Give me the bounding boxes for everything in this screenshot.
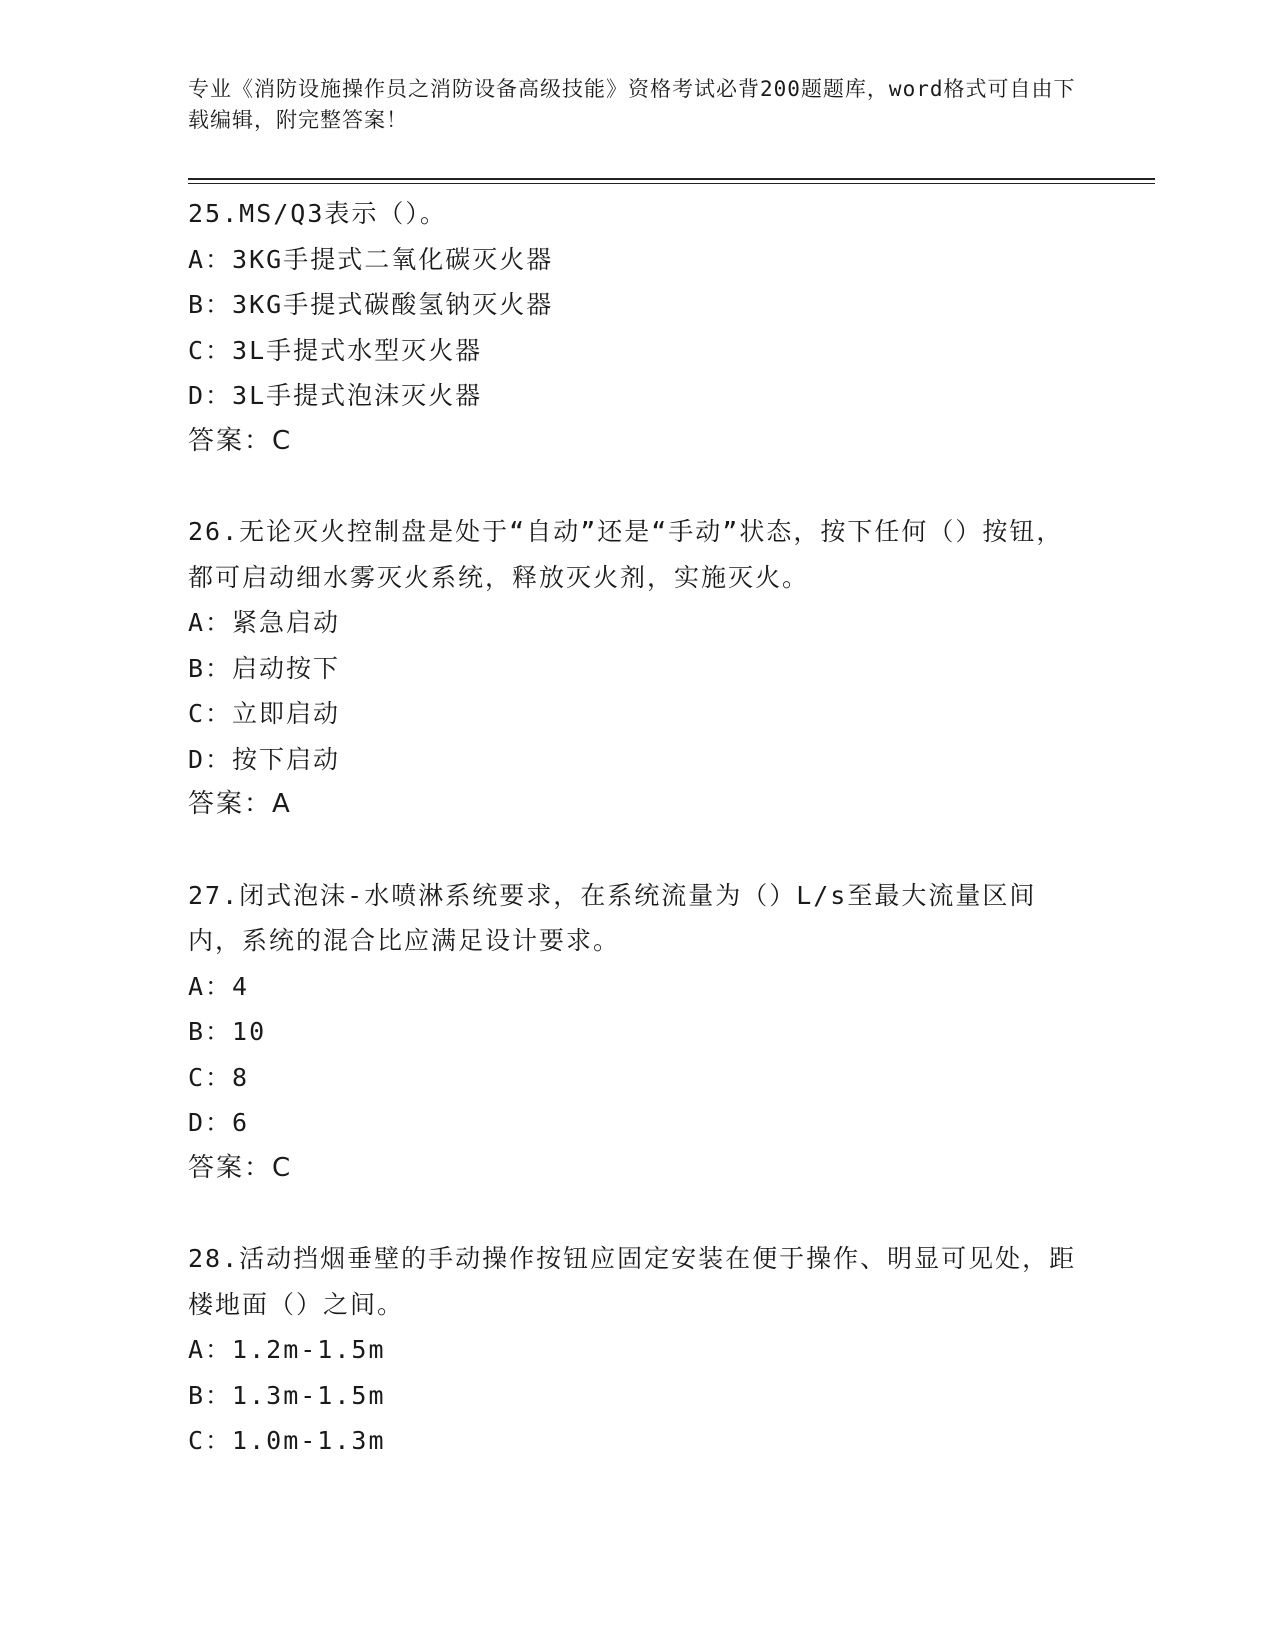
option-a: A：紧急启动 (188, 608, 341, 637)
option-c: C：立即启动 (188, 699, 341, 728)
option-a: A：1.2m-1.5m (188, 1335, 386, 1364)
question-list (188, 191, 1088, 1509)
answer: 答案：C (188, 425, 293, 456)
option-b: B：10 (188, 1017, 267, 1046)
option-d: D：按下启动 (188, 744, 341, 774)
header-divider-thick (188, 178, 1155, 180)
option-b: B：1.3m-1.5m (188, 1380, 386, 1410)
option-a: A：3KG手提式二氧化碳灭火器 (188, 244, 554, 274)
question-28 (188, 1236, 1088, 1464)
option-c: C：3L手提式水型灭火器 (188, 335, 483, 365)
question-text: 28.活动挡烟垂壁的手动操作按钮应固定安装在便于操作、明显可见处，距楼地面（）之间。 (188, 1244, 1077, 1319)
option-b: B：3KG手提式碳酸氢钠灭火器 (188, 290, 554, 319)
question-25 (188, 191, 1088, 464)
option-c: C：1.0m-1.3m (188, 1426, 386, 1455)
answer: 答案：C (188, 1152, 293, 1183)
question-text: 26.无论灭火控制盘是处于“自动”还是“手动”状态，按下任何（）按钮，都可启动细水雾灭火系统，释放灭火剂，实施灭火。 (188, 517, 1064, 592)
option-a: A：4 (188, 971, 250, 1001)
option-d: D：3L手提式泡沫灭火器 (188, 381, 483, 410)
question-text: 25.MS/Q3表示（）。 (188, 199, 447, 228)
question-text: 27.闭式泡沫-水喷淋系统要求，在系统流量为（）L/s至最大流量区间内，系统的混合比应满足设计要求。 (188, 880, 1037, 955)
option-b: B：启动按下 (188, 653, 341, 683)
question-27 (188, 873, 1088, 1192)
option-d: D：6 (188, 1108, 250, 1137)
option-c: C：8 (188, 1062, 250, 1092)
answer: 答案：A (188, 789, 292, 819)
document-header: 专业《消防设施操作员之消防设备高级技能》资格考试必背200题题库，word格式可自由下载编辑，附完整答案！ (188, 77, 1076, 132)
question-26 (188, 509, 1088, 828)
header-divider-thin (188, 183, 1155, 184)
